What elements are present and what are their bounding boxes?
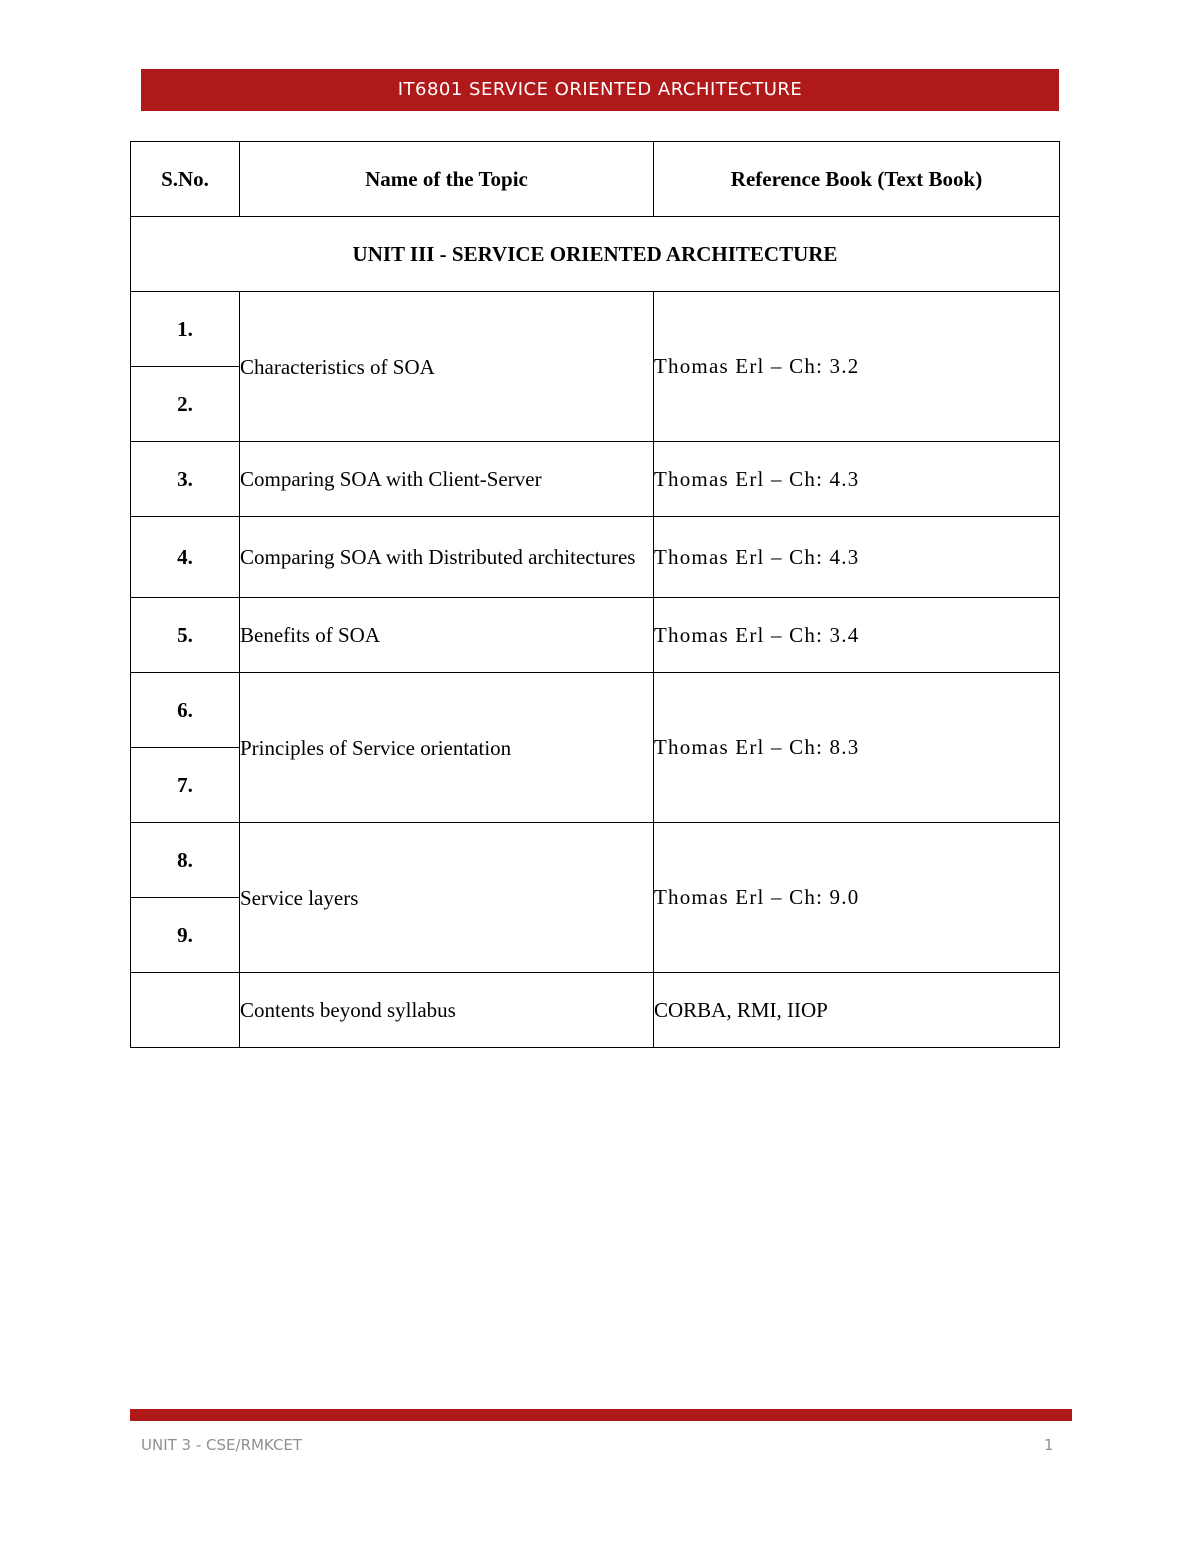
reference-text: Thomas Erl – Ch: 9.0 — [654, 885, 860, 909]
page-number: 1 — [1044, 1436, 1054, 1454]
reference-cell — [654, 673, 1060, 823]
footer-divider — [130, 1409, 1072, 1421]
table-row — [131, 442, 1060, 517]
reference-cell — [654, 442, 1060, 517]
reference-text: Thomas Erl – Ch: 4.3 — [654, 544, 860, 569]
topics-table — [130, 141, 1060, 1048]
column-header-sno: S.No. — [131, 142, 240, 217]
table-row — [131, 517, 1060, 598]
reference-cell — [654, 292, 1060, 442]
row-number: 8. — [131, 823, 240, 898]
reference-cell — [654, 823, 1060, 973]
table-row — [131, 973, 1060, 1048]
row-number: 1. — [131, 292, 240, 367]
topic-cell: Principles of Service orientation — [240, 673, 654, 823]
reference-cell — [654, 973, 1060, 1048]
table-row — [131, 673, 1060, 748]
topic-cell: Service layers — [240, 823, 654, 973]
document-header-title: IT6801 SERVICE ORIENTED ARCHITECTURE — [141, 69, 1059, 111]
row-number: 6. — [131, 673, 240, 748]
reference-text: Thomas Erl – Ch: 4.3 — [654, 466, 860, 491]
topic-cell: Comparing SOA with Distributed architectures — [240, 517, 654, 598]
row-number: 2. — [131, 367, 240, 442]
column-header-reference: Reference Book (Text Book) — [654, 142, 1060, 217]
column-header-topic: Name of the Topic — [240, 142, 654, 217]
row-number: 3. — [131, 442, 240, 517]
reference-cell — [654, 517, 1060, 598]
table-row — [131, 823, 1060, 898]
unit-title-row — [131, 217, 1060, 292]
reference-text: Thomas Erl – Ch: 8.3 — [654, 735, 860, 759]
reference-text: CORBA, RMI, IIOP — [654, 997, 828, 1022]
table-row — [131, 292, 1060, 367]
topic-cell: Characteristics of SOA — [240, 292, 654, 442]
reference-cell — [654, 598, 1060, 673]
row-number: 7. — [131, 748, 240, 823]
topic-cell: Benefits of SOA — [240, 598, 654, 673]
row-number: 9. — [131, 898, 240, 973]
row-number: 5. — [131, 598, 240, 673]
table-header-row — [131, 142, 1060, 217]
reference-text: Thomas Erl – Ch: 3.2 — [654, 354, 860, 378]
reference-text: Thomas Erl – Ch: 3.4 — [654, 622, 860, 647]
row-number: 4. — [131, 517, 240, 598]
unit-title: UNIT III - SERVICE ORIENTED ARCHITECTURE — [131, 217, 1060, 292]
topic-cell: Comparing SOA with Client-Server — [240, 442, 654, 517]
footer-unit-label: UNIT 3 - CSE/RMKCET — [141, 1436, 303, 1454]
table-row — [131, 598, 1060, 673]
row-number — [131, 973, 240, 1048]
topic-cell: Contents beyond syllabus — [240, 973, 654, 1048]
